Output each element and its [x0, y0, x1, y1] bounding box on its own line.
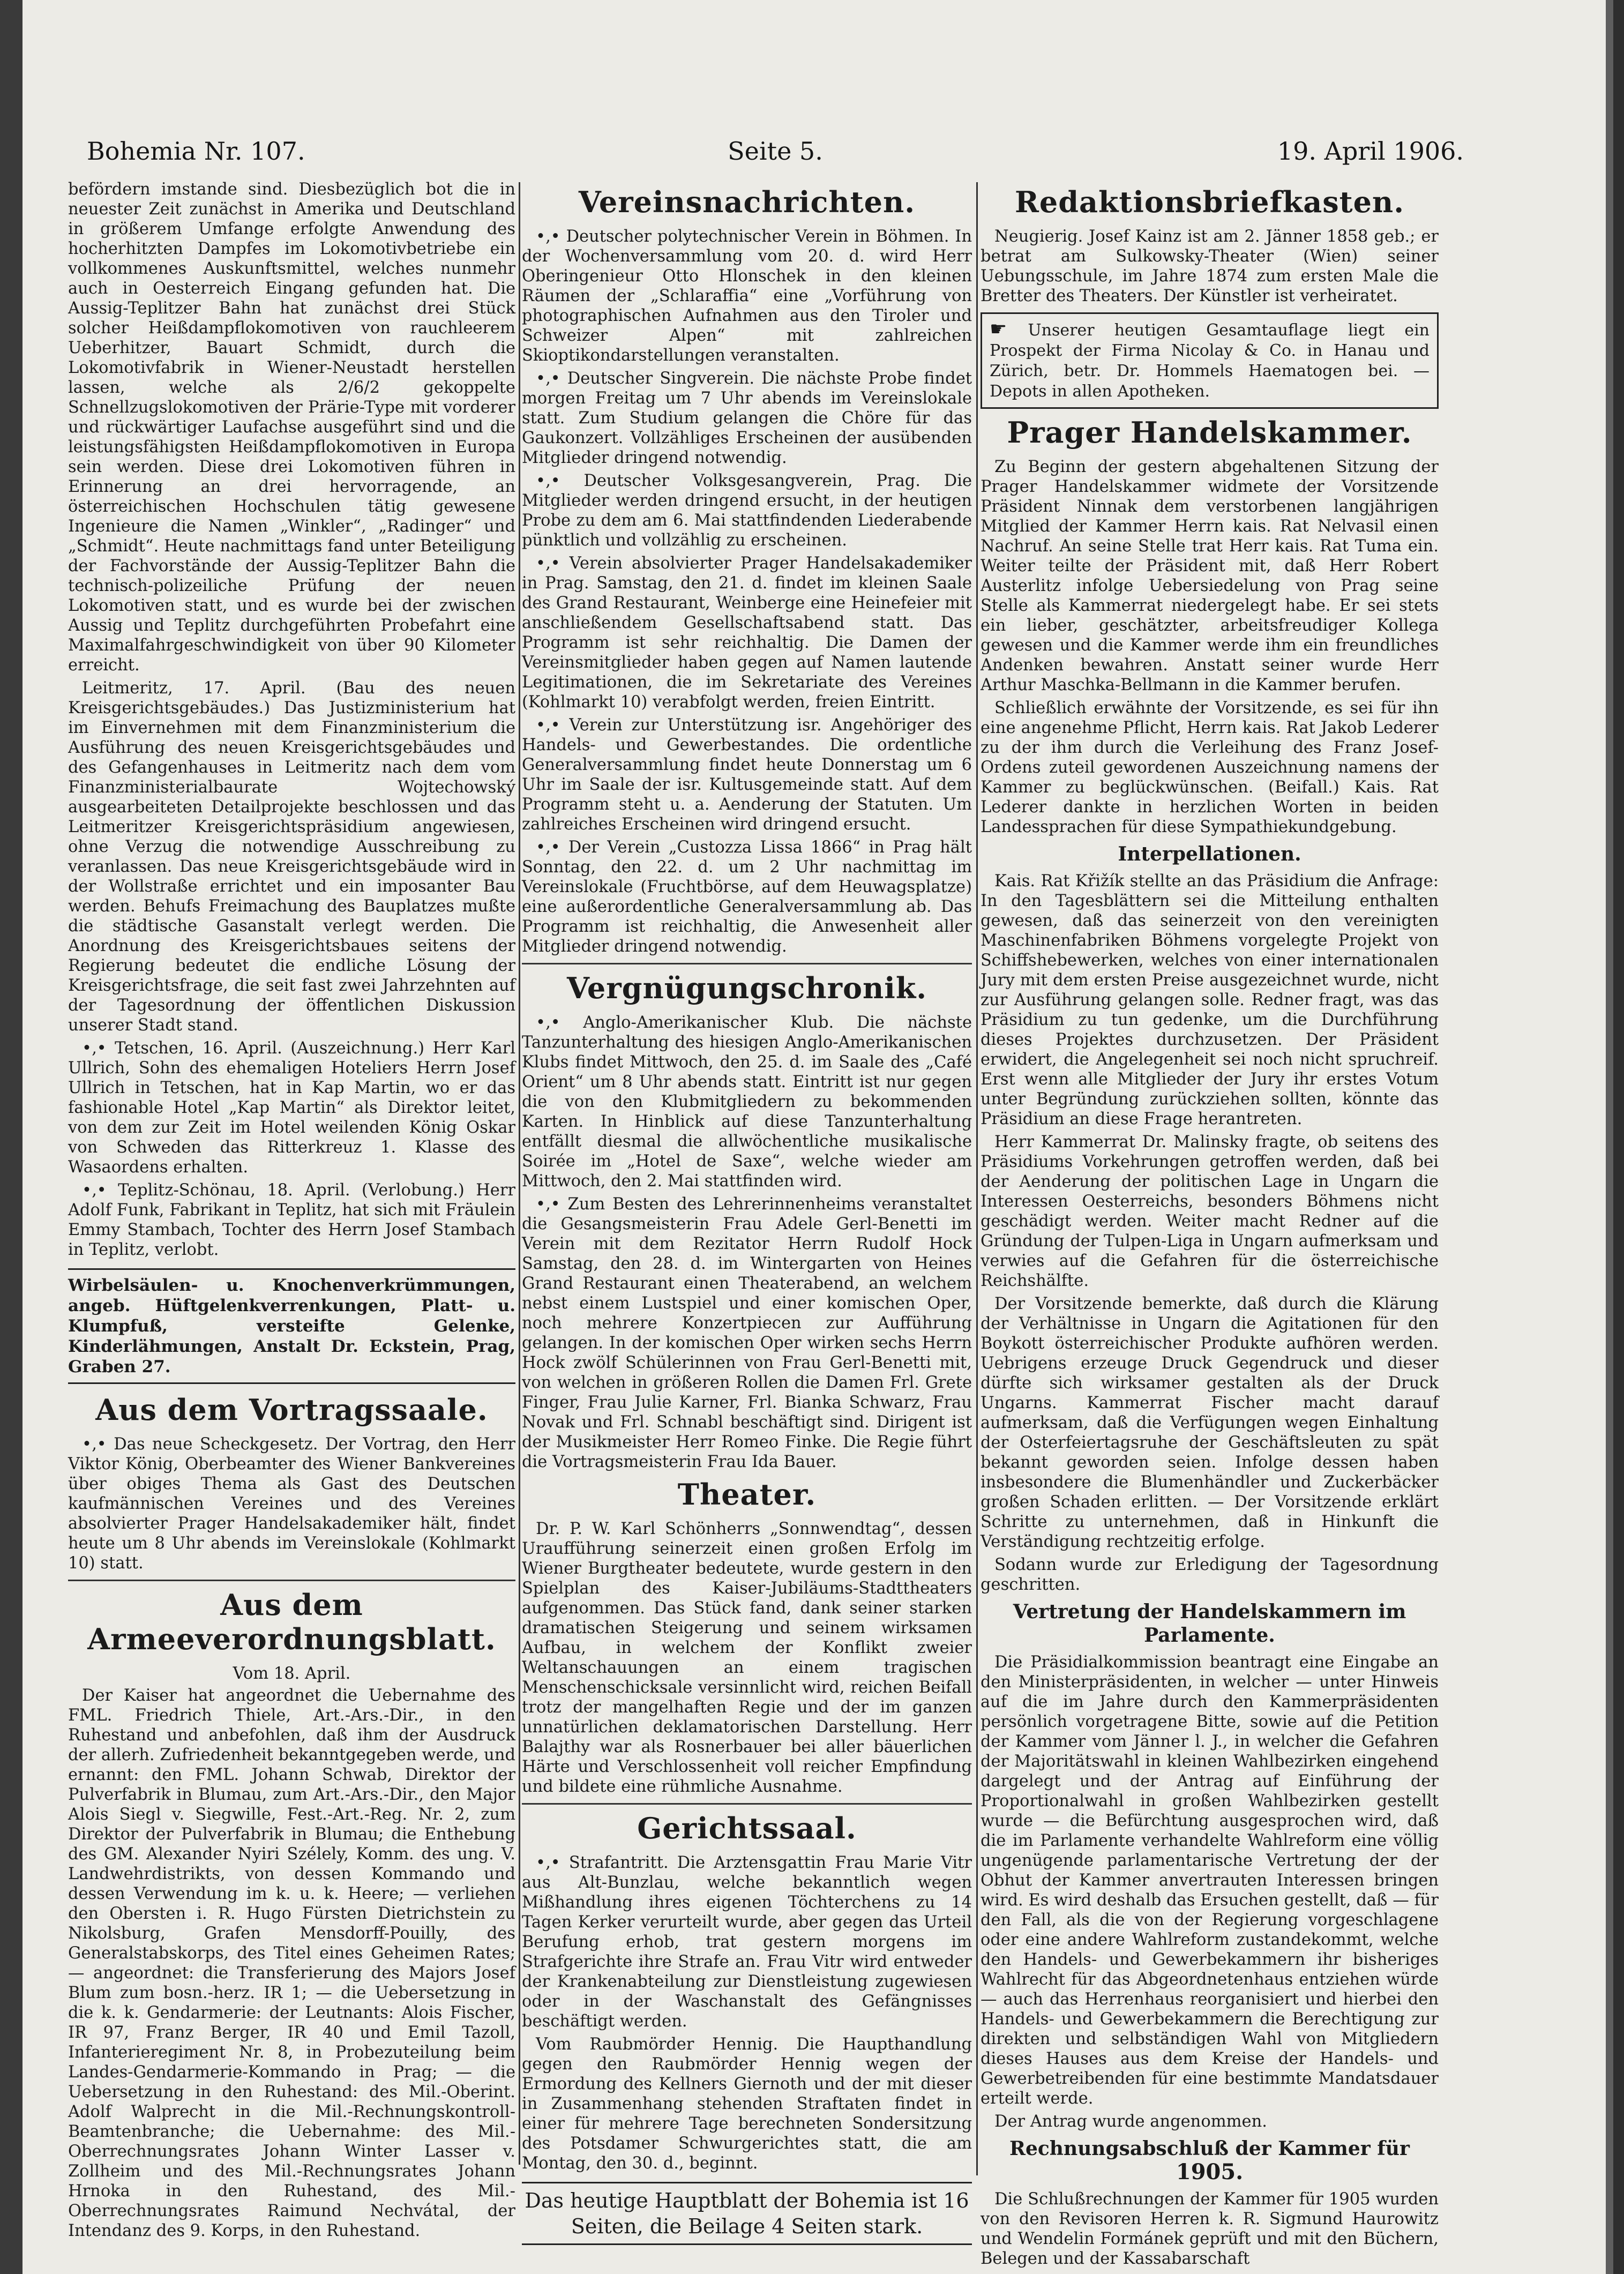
article-paragraph: •‚• Teplitz-Schönau, 18. April. (Verlobung.) Herr Adolf Funk, Fabrikant in Teplitz, hat sich mit Fräulein Emmy Stambach, Tochter des Herrn Josef Stambach in Teplitz, verlobt.	[68, 1181, 515, 1259]
article-paragraph: •‚• Das neue Scheckgesetz. Der Vortrag, den Herr Viktor König, Oberbeamter des Wiener Bankvereines über obiges Thema als Gast des Deutschen kaufmännischen Vereines und des Vereines absolvierter Prager Handelsakademiker hält, findet heute um 8 Uhr abends im Vereinslokale (Kohlmarkt 10) statt.	[68, 1435, 515, 1573]
subsection-title-year: 1905.	[1176, 2159, 1244, 2185]
article-paragraph: Neugierig. Josef Kainz ist am 2. Jänner 1858 geb.; er betrat am Sulkowsky-Theater (Wien) seiner Uebungsschule, im Jahre 1874 zum ersten Male die Bretter des Theaters. Der Künstler ist verheiratet.	[981, 227, 1439, 305]
article-paragraph: Der Vorsitzende bemerkte, daß durch die Klärung der Verhältnisse in Ungarn die Agitationen für den Boykott österreichischer Produkte aufhören werden. Uebrigens erzeuge Druck Gegendruck und dieser dürfte sich wirksamer gestalten als der Druck Ungarns. Kammerrat Fischer macht darauf aufmerksam, daß die Verfügungen wegen Einhaltung der Osterfeiertagsruhe der Geschäftsleuten zu spät bekannt geworden seien. Infolge dessen haben insbesondere die Blumenhändler und Zuckerbäcker großen Schaden erlitten. — Der Vorsitzende erklärt Schritte zu unternehmen, daß in Hinkunft die Verständigung rechtzeitig erfolge.	[981, 1295, 1439, 1551]
article-paragraph: •‚• Tetschen, 16. April. (Auszeichnung.) Herr Karl Ullrich, Sohn des ehemaligen Hoteliers Herrn Josef Ullrich in Tetschen, hat in Kap Martin, wo er das fashionable Hotel „Kap Martin“ als Direktor leitet, von dem zur Zeit im Hotel weilenden König Oskar von Schweden das Ritterkreuz 1. Klasse des Wasaordens erhalten.	[68, 1039, 515, 1177]
article-paragraph: Zu Beginn der gestern abgehaltenen Sitzung der Prager Handelskammer widmete der Vorsitzende Präsident Ninnak dem verstorbenen langjährigen Mitglied der Kammer Herrn kais. Rat Nelvasil einen Nachruf. An seine Stelle trat Herr kais. Rat Tuma ein. Weiter teilte der Präsident mit, daß Herr Robert Austerlitz infolge Uebersiedelung von Prag seine Stelle als Kammerrat niedergelegt habe. Er sei stets ein lieber, geschätzter, arbeitsfreudiger Kollega gewesen und die Kammer werde ihm ein freundliches Andenken bewahren. Anstatt seiner wurde Herr Arthur Maschka-Bellmann in die Kammer berufen.	[981, 458, 1439, 694]
advertisement: Wirbelsäulen- u. Knochenverkrümmungen, angeb. Hüftgelenkverrenkungen, Platt- u. Klumpfuß, versteifte Gelenke, Kinderlähmungen, Anstalt Dr. Eckstein, Prag, Graben 27.	[68, 1268, 515, 1384]
section-title-vortragssaal: Aus dem Vortragssaale.	[95, 1393, 488, 1427]
scan-left-edge	[0, 0, 23, 2274]
issue-number: Bohemia Nr. 107.	[87, 137, 305, 166]
subsection-title-vertretung: Vertretung der Handelskammern im Parlamente.	[1013, 1600, 1406, 1647]
subsection-title-interpellationen: Interpellationen.	[1118, 843, 1301, 865]
article-paragraph: •‚• Verein absolvierter Prager Handelsakademiker in Prag. Samstag, den 21. d. findet im kleinen Saale des Grand Restaurant, Weinberge eine Heinefeier mit anschließendem Gesellschaftsabend statt. Das Programm ist sehr reichhaltig. Die Damen der Vereinsmitglieder haben gegen auf Namen lautende Legitimationen, die im Sekretariate des Vereines (Kohlmarkt 10) verabfolgt werden, freien Eintritt.	[522, 554, 972, 712]
column-right	[981, 179, 1439, 2268]
date-line: Vom 18. April.	[233, 1664, 351, 1683]
section-title-vereinsnachrichten: Vereinsnachrichten.	[578, 185, 916, 219]
article-paragraph: befördern imstande sind. Diesbezüglich bot die in neuester Zeit zunächst in Amerika und Deutschland in größerem Umfange erfolgte Anwendung des hocherhitzten Dampfes im Lokomotivbetriebe ein vollkommenes Auskunftsmittel, welches nunmehr auch in Oesterreich Eingang gefunden hat. Die Aussig-Teplitzer Bahn hat zunächst drei Stück solcher Heißdampflokomotiven von rauchleerem Ueberhitzer, Bauart Schmidt, durch die Lokomotivfabrik in Wiener-Neustadt herstellen lassen, welche als 2/6/2 gekoppelte Schnellzugslokomotiven der Prärie-Type mit vorderer und rückwärtiger Laufachse ausgeführt sind und die leistungsfähigsten Heißdampflokomotiven in Europa sein werden. Diese drei Lokomotiven führen in Erinnerung an drei hervorragende, an österreichischen Hochschulen tätig gewesene Ingenieure die Namen „Winkler“, „Radinger“ und „Schmidt“. Heute nachmittags fand unter Beteiligung der Fachvorstände der Aussig-Teplitzer Bahn die technisch-polizeiliche Prüfung der neuen Lokomotiven statt, und es wurde bei der zwischen Aussig und Teplitz durchgeführten Probefahrt eine Maximalfahrgeschwindigkeit von über 90 Kilometer erreicht.	[68, 180, 515, 675]
article-paragraph: Sodann wurde zur Erledigung der Tagesordnung geschritten.	[981, 1555, 1439, 1594]
section-title-redaktionsbriefkasten: Redaktionsbriefkasten.	[1014, 185, 1404, 219]
article-paragraph: •‚• Strafantritt. Die Arztensgattin Frau Marie Vitr aus Alt-Bunzlau, welche bekanntlich wegen Mißhandlung ihres eigenen Töchterchens zu 14 Tagen Kerker verurteilt wurde, aber gegen das Urteil Berufung erhob, trat gestern morgens im Strafgerichte ihre Strafe an. Frau Vitr wird entweder der Krankenabteilung zur Dienstleistung zugewiesen oder in der Waschanstalt des Gefängnisses beschäftigt werden.	[522, 1853, 972, 2031]
column-divider	[976, 182, 978, 2175]
column-divider	[519, 182, 520, 2165]
supplement-notice-box	[981, 312, 1439, 409]
article-paragraph: •‚• Deutscher Singverein. Die nächste Probe findet morgen Freitag um 7 Uhr abends im Vereinslokale statt. Zum Studium gelangen die Chöre für das Gaukonzert. Vollzähliges Erscheinen der ausübenden Mitglieder dringend notwendig.	[522, 369, 972, 467]
article-paragraph: Der Kaiser hat angeordnet die Uebernahme des FML. Friedrich Thiele, Art.-Ars.-Dir., in den Ruhestand und anbefohlen, daß ihm der Ausdruck der allerh. Zufriedenheit bekanntgegeben werde, und ernannt: den FML. Johann Schwab, Direktor der Pulverfabrik in Blumau, zum Art.-Ars.-Dir., den Major Alois Siegl v. Siegwille, Fest.-Art.-Reg. Nr. 2, zum Direktor der Pulverfabrik in Blumau; die Enthebung des GM. Alexander Nyiri Szélely, Komm. des ung. V. Landwehrdistrikts, von dessen Kommando und dessen Verwendung im k. u. k. Heere; — verliehen den Obersten i. R. Hugo Fürsten Dietrichstein zu Nikolsburg, Grafen Mensdorff-Pouilly, des Generalstabskorps, des Titel eines Geheimen Rates; — angeordnet: die Transferierung des Majors Josef Blum zum bosn.-herz. IR 1; — die Uebersetzung in die k. k. Gendarmerie: der Leutnants: Alois Fischer, IR 97, Franz Berger, IR 40 und Emil Tazoll, Infanterieregiment Nr. 8, in Probezuteilung beim Landes-Gendarmerie-Kommando in Prag; — die Uebersetzung in den Ruhestand: des Mil.-Oberint. Adolf Walprecht in die Mil.-Rechnungskontroll-Beamtenbranche; die Uebernahme: des Mil.-Oberrechnungsrates Johann Winter Lasser v. Zollheim und des Mil.-Rechnungsrates Johann Hrnoka in den Ruhestand, des Mil.-Oberrechnungsrates Raimund Nechvátal, der Intendanz des 9. Korps, in den Ruhestand.	[68, 1686, 515, 2240]
page-header	[87, 137, 1464, 169]
page-number: Seite 5.	[728, 137, 823, 166]
supplement-notice-text: Unserer heutigen Gesamtauflage liegt ein Prospekt der Firma Nicolay & Co. in Hanau und Zürich, betr. Dr. Hommels Haematogen bei. — Depots in allen Apotheken.	[990, 321, 1430, 401]
column-middle	[522, 179, 972, 2238]
issue-date: 19. April 1906.	[1277, 137, 1464, 166]
column-left	[68, 179, 515, 2240]
article-paragraph: •‚• Verein zur Unterstützung isr. Angehöriger des Handels- und Gewerbestandes. Die ordentliche Generalversammlung findet heute Donnerstag um 6 Uhr im Saale der isr. Kultusgemeinde statt. Auf dem Programm steht u. a. Aenderung der Statuten. Um zahlreiches Erscheinen wird dringend ersucht.	[522, 716, 972, 834]
article-paragraph: Herr Kammerrat Dr. Malinsky fragte, ob seitens des Präsidiums Vorkehrungen getroffen werden, daß bei der Aenderung der politischen Lage in Ungarn die Interessen Oesterreichs, besonders Böhmens nicht geschädigt werden. Weiter macht Redner auf die Gründung der Tulpen-Liga in Ungarn aufmerksam und verwies auf die Gefahren für die österreichische Reichshälfte.	[981, 1133, 1439, 1290]
article-paragraph: •‚• Anglo-Amerikanischer Klub. Die nächste Tanzunterhaltung des hiesigen Anglo-Amerikanischen Klubs findet Mittwoch, den 25. d. im Saale des „Café Orient“ um 8 Uhr abends statt. Eintritt ist nur gegen die von den Klubmitgliedern zu bekommenden Karten. In Hinblick auf diese Tanzunterhaltung entfällt diesmal die allwöchentliche musikalische Soirée im „Hotel de Saxe“, welche wieder am Mittwoch, den 2. Mai stattfinden wird.	[522, 1013, 972, 1191]
article-paragraph: Vom Raubmörder Hennig. Die Haupthandlung gegen den Raubmörder Hennig wegen der Ermordung des Kellners Giernoth und der mit dieser in Zusammenhang stehenden Straftaten findet in einer für mehrere Tage berechneten Sondersitzung des Potsdamer Schwurgerichtes statt, die am Montag, den 30. d., beginnt.	[522, 2035, 972, 2173]
divider	[522, 963, 972, 964]
divider	[68, 1580, 515, 1581]
pointing-hand-icon: ☛	[990, 318, 1028, 340]
article-paragraph: Die Präsidialkommission beantragt eine Eingabe an den Ministerpräsidenten, in welcher — unter Hinweis auf die im Jahre durch den Kammerpräsidenten persönlich vorgetragene Bitte, sowie auf die Petition der Kammer vom Jänner l. J., in welcher die Gefahren der Majoritätswahl in kleinen Wahlbezirken eingehend dargelegt und der Antrag auf Einführung der Proportionalwahl in großen Wahlbezirken gestellt wurde — die Befürchtung ausgesprochen wird, daß die im Parlamente verhandelte Wahlreform eine völlig ungenügende parlamentarische Vertretung der der Obhut der Kammer anvertrauten Interessen bringen wird. Es wird deshalb das Ersuchen gestellt, daß — für den Fall, als die von der Regierung vorgeschlagene oder eine andere Wahlreform zustandekommt, welche den Handels- und Gewerbekammern ihr bisheriges Wahlrecht für das Abgeordnetenhaus entziehen würde — auch das Herrenhaus reorganisiert und hierbei den Handels- und Gewerbekammern die Berechtigung zur direkten und selbständigen Wahl von Mitgliedern dieses Hauses aus dem Kreise der Handels- und Gewerbetreibenden für eine bestimmte Mandatsdauer erteilt werde.	[981, 1653, 1439, 2108]
article-paragraph: Leitmeritz, 17. April. (Bau des neuen Kreisgerichtsgebäudes.) Das Justizministerium hat im Einvernehmen mit dem Finanzministerium die Ausführung des neuen Kreisgerichtsgebäudes und des Gefangenhauses in Leitmeritz nach dem vom Finanzministerialbaurate Wojtechowský ausgearbeiteten Detailprojekte beschlossen und das Leitmeritzer Kreisgerichtspräsidium angewiesen, ohne Verzug die notwendige Ausschreibung zu veranlassen. Das neue Kreisgerichtsgebäude wird in der Wollstraße errichtet und ein imposanter Bau werden. Behufs Freimachung des Bauplatzes mußte die städtische Gasanstalt verlegt werden. Die Anordnung des Kreisgerichtsbaues seitens der Regierung bedeutet die endliche Lösung der Kreisgerichtsfrage, die seit fast zwei Jahrzehnten auf der Tagesordnung der öffentlichen Diskussion unserer Stadt stand.	[68, 679, 515, 1035]
scan-right-edge	[1613, 0, 1624, 2274]
divider	[522, 1803, 972, 1805]
section-title-vergnuegungschronik: Vergnügungschronik.	[566, 971, 927, 1005]
newspaper-page	[23, 0, 1606, 2274]
article-paragraph: •‚• Deutscher Volksgesangverein, Prag. Die Mitglieder werden dringend ersucht, in der heutigen Probe zu dem am 6. Mai stattfindenden Liederabende pünktlich und vollzählig zu erscheinen.	[522, 472, 972, 550]
page-count-notice: Das heutige Hauptblatt der Bohemia ist 16 Seiten, die Beilage 4 Seiten stark.	[522, 2182, 972, 2245]
subsection-title-text: Rechnungsabschluß der Kammer für	[1009, 2137, 1410, 2160]
subsection-title-rechnungsabschluss	[981, 2137, 1439, 2184]
article-paragraph: •‚• Zum Besten des Lehrerinnenheims veranstaltet die Gesangsmeisterin Frau Adele Gerl-Benetti im Verein mit dem Rezitator Herrn Rudolf Hock Samstag, den 28. d. im Wintergarten von Heines Grand Restaurant einen Theaterabend, an welchem nebst einem Lustspiel und einer komischen Oper, noch mehrere Konzertpiecen zur Aufführung gelangen. In der komischen Oper wirken sechs Herrn Hock zwölf Schülerinnen von Frau Gerl-Benetti mit, von welchen in größeren Rollen die Damen Frl. Grete Finger, Frau Julie Karner, Frl. Bianka Schwarz, Frau Novak und Frl. Schnabl beschäftigt sind. Dirigent ist der Musikmeister Herr Romeo Finke. Die Regie führt die Vortragsmeisterin Frau Ida Bauer.	[522, 1195, 972, 1471]
section-title-handelskammer: Prager Handelskammer.	[1007, 415, 1412, 450]
article-paragraph: •‚• Deutscher polytechnischer Verein in Böhmen. In der Wochenversammlung vom 20. d. wird Herr Oberingenieur Otto Hlonschek in den kleinen Räumen der „Schlaraffia“ eine „Vorführung von photographischen Aufnahmen aus den Tiroler und Schweizer Alpen“ mit zahlreichen Skioptikondarstellungen veranstalten.	[522, 227, 972, 365]
section-title-armee: Aus dem Armeeverordnungsblatt.	[87, 1588, 496, 1656]
article-paragraph: Dr. P. W. Karl Schönherrs „Sonnwendtag“, dessen Uraufführung seinerzeit einen großen Erfolg im Wiener Burgtheater bedeutete, wurde gestern in den Spielplan des Kaiser-Jubiläums-Stadttheaters aufgenommen. Das Stück fand, dank seiner starken dramatischen Steigerung und seinem wirksamen Aufbau, in welchem der Konflikt zweier Weltanschauungen an einem tragischen Menschenschicksale versinnlicht wird, reichen Beifall trotz der mangelhaften Regie und der im ganzen unnatürlichen deklamatorischen Darstellung. Herr Balajthy war als Rosnerbauer bei aller bäuerlichen Härte und Verschlossenheit voll reicher Empfindung und bildete eine rühmliche Ausnahme.	[522, 1520, 972, 1796]
section-title-theater: Theater.	[677, 1477, 817, 1512]
article-paragraph: Der Antrag wurde angenommen.	[994, 2112, 1267, 2131]
article-paragraph: Kais. Rat Křižík stellte an das Präsidium die Anfrage: In den Tagesblättern sei die Mitteilung enthalten gewesen, daß das seinerzeit von den vereinigten Maschinenfabriken Böhmens vorgelegte Projekt von Schiffshebewerken, welches von einer internationalen Jury mit dem ersten Preise ausgezeichnet wurde, nicht zur Ausführung gelangen solle. Redner fragt, was das Präsidium zu tun gedenke, um die Durchführung dieses Projektes durchzusetzen. Der Präsident erwidert, die Angelegenheit sei noch nicht spruchreif. Erst wenn alle Mitglieder der Jury ihr erstes Votum unter Begründung zurückziehen sollten, könnte das Präsidium an diese Frage herantreten.	[981, 872, 1439, 1128]
article-paragraph: •‚• Der Verein „Custozza Lissa 1866“ in Prag hält Sonntag, den 22. d. um 2 Uhr nachmittag im Vereinslokale (Fruchtbörse, auf dem Heuwagsplatze) eine außerordentliche Generalversammlung ab. Das Programm ist reichhaltig, die Anwesenheit aller Mitglieder dringend notwendig.	[522, 838, 972, 956]
article-paragraph: Schließlich erwähnte der Vorsitzende, es sei für ihn eine angenehme Pflicht, Herrn kais. Rat Jakob Lederer zu der ihm durch die Verleihung des Franz Josef-Ordens zuteil gewordenen Auszeichnung namens der Kammer zu beglückwünschen. (Beifall.) Kais. Rat Lederer dankte in herzlichen Worten in beiden Landessprachen für diese Sympathiekundgebung.	[981, 699, 1439, 836]
article-paragraph: Die Schlußrechnungen der Kammer für 1905 wurden von den Revisoren Herren k. R. Sigmund Haurowitz und Wendelin Formánek geprüft und mit den Büchern, Belegen und der Kassabarschaft	[981, 2190, 1439, 2268]
section-title-gerichtssaal: Gerichtssaal.	[637, 1811, 857, 1845]
